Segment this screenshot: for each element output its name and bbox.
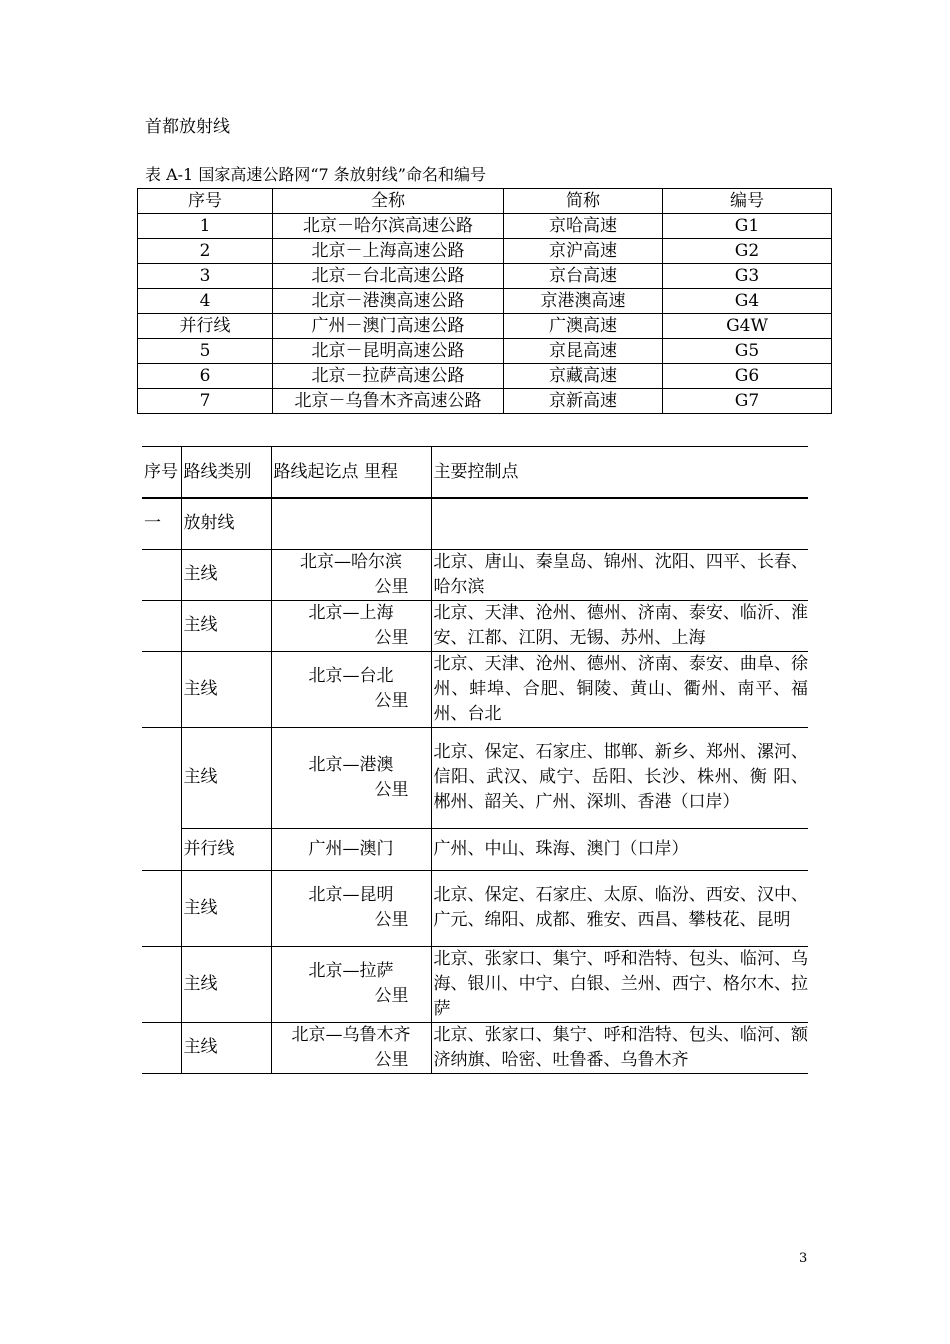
cell-control-points: 北京、天津、沧州、德州、济南、泰安、曲阜、徐州、蚌埠、合肥、铜陵、黄山、衢州、南平、福州、台北 <box>431 651 808 727</box>
cell-full-name: 北京－上海高速公路 <box>273 239 504 264</box>
route-name: 北京—乌鲁木齐 <box>291 1024 411 1045</box>
header-control-points: 主要控制点 <box>431 447 808 499</box>
header-seq: 序号 <box>142 447 181 499</box>
cell-full-name: 广州－澳门高速公路 <box>273 314 504 339</box>
header-full-name: 全称 <box>273 189 504 214</box>
cell-endpoints <box>271 651 431 727</box>
cell-seq: 3 <box>138 264 273 289</box>
cell-seq: 2 <box>138 239 273 264</box>
cell-code: G6 <box>663 364 832 389</box>
table-row <box>142 1022 808 1073</box>
cell-route-type: 主线 <box>181 651 271 727</box>
cell-code: G2 <box>663 239 832 264</box>
route-name: 北京—拉萨 <box>308 961 394 981</box>
table-row <box>138 339 832 364</box>
expressway-naming-table <box>137 188 832 414</box>
table-row <box>142 870 808 946</box>
cell-code: G1 <box>663 214 832 239</box>
cell-short-name: 京台高速 <box>504 264 663 289</box>
cell-seq <box>142 870 181 946</box>
cell-route-type: 并行线 <box>181 828 271 870</box>
cell-endpoints <box>271 1022 431 1073</box>
table-row <box>138 239 832 264</box>
cell-endpoints <box>271 946 431 1022</box>
cell-code: G3 <box>663 264 832 289</box>
route-km: 公里 <box>374 986 409 1006</box>
header-route-type: 路线类别 <box>181 447 271 499</box>
cell-control-points: 广州、中山、珠海、澳门（口岸） <box>431 828 808 870</box>
cell-endpoints <box>271 828 431 870</box>
table-row <box>142 600 808 651</box>
cell-short-name: 京藏高速 <box>504 364 663 389</box>
category-seq: 一 <box>142 498 181 549</box>
table-row <box>142 946 808 1022</box>
cell-seq: 6 <box>138 364 273 389</box>
cell-route-type: 主线 <box>181 870 271 946</box>
cell-code: G4 <box>663 289 832 314</box>
header-code: 编号 <box>663 189 832 214</box>
cell-short-name: 京沪高速 <box>504 239 663 264</box>
route-name: 北京—台北 <box>308 666 394 686</box>
cell-full-name: 北京－昆明高速公路 <box>273 339 504 364</box>
cell-seq: 5 <box>138 339 273 364</box>
header-endpoints: 路线起讫点 里程 <box>271 447 431 499</box>
route-km: 公里 <box>374 576 409 597</box>
header-seq: 序号 <box>138 189 273 214</box>
route-km: 公里 <box>374 1049 409 1070</box>
cell-code: G7 <box>663 389 832 414</box>
category-endpoints <box>271 498 431 549</box>
route-name: 北京—港澳 <box>308 754 394 775</box>
cell-full-name: 北京－乌鲁木齐高速公路 <box>273 389 504 414</box>
table-header-row <box>142 447 808 499</box>
table-row <box>142 651 808 727</box>
cell-seq: 7 <box>138 389 273 414</box>
table-caption: 表 A-1 国家高速公路网“7 条放射线”命名和编号 <box>145 165 486 184</box>
table-row <box>138 314 832 339</box>
route-name: 北京—哈尔滨 <box>300 551 402 572</box>
table-row <box>138 264 832 289</box>
route-km: 公里 <box>374 691 409 711</box>
cell-route-type: 主线 <box>181 1022 271 1073</box>
table-row <box>138 389 832 414</box>
cell-endpoints <box>271 600 431 651</box>
table-row <box>142 549 808 600</box>
cell-control-points: 北京、保定、石家庄、邯郸、新乡、郑州、漯河、信阳、武汉、咸宁、岳阳、长沙、株州、衡 阳、郴州、韶关、广州、深圳、香港（口岸） <box>431 727 808 828</box>
cell-seq: 4 <box>138 289 273 314</box>
route-name: 北京—昆明 <box>308 885 394 905</box>
cell-full-name: 北京－港澳高速公路 <box>273 289 504 314</box>
cell-code: G5 <box>663 339 832 364</box>
table-row <box>138 214 832 239</box>
table-row <box>138 364 832 389</box>
route-km: 公里 <box>374 627 409 648</box>
cell-full-name: 北京－哈尔滨高速公路 <box>273 214 504 239</box>
cell-full-name: 北京－台北高速公路 <box>273 264 504 289</box>
cell-endpoints <box>271 727 431 828</box>
cell-seq <box>142 1022 181 1073</box>
cell-short-name: 京哈高速 <box>504 214 663 239</box>
route-km: 公里 <box>374 779 409 800</box>
cell-short-name: 京新高速 <box>504 389 663 414</box>
cell-seq: 并行线 <box>138 314 273 339</box>
route-name: 北京—上海 <box>308 602 394 623</box>
section-heading: 首都放射线 <box>145 117 230 137</box>
category-control <box>431 498 808 549</box>
cell-control-points: 北京、天津、沧州、德州、济南、泰安、临沂、淮安、江都、江阴、无锡、苏州、上海 <box>431 600 808 651</box>
cell-seq <box>142 549 181 600</box>
cell-short-name: 广澳高速 <box>504 314 663 339</box>
cell-control-points: 北京、张家口、集宁、呼和浩特、包头、临河、乌海、银川、中宁、白银、兰州、西宁、格尔木、拉萨 <box>431 946 808 1022</box>
cell-seq <box>142 600 181 651</box>
cell-short-name: 京港澳高速 <box>504 289 663 314</box>
table-row <box>142 727 808 828</box>
category-row <box>142 498 808 549</box>
table-row <box>142 828 808 870</box>
cell-seq: 1 <box>138 214 273 239</box>
cell-route-type: 主线 <box>181 727 271 828</box>
cell-route-type: 主线 <box>181 549 271 600</box>
page-number: 3 <box>799 1251 808 1266</box>
route-name: 广州—澳门 <box>308 838 394 859</box>
cell-code: G4W <box>663 314 832 339</box>
cell-full-name: 北京－拉萨高速公路 <box>273 364 504 389</box>
cell-route-type: 主线 <box>181 600 271 651</box>
header-short-name: 简称 <box>504 189 663 214</box>
cell-control-points: 北京、唐山、秦皇岛、锦州、沈阳、四平、长春、哈尔滨 <box>431 549 808 600</box>
table-row <box>138 289 832 314</box>
cell-control-points: 北京、保定、石家庄、太原、临汾、西安、汉中、广元、绵阳、成都、雅安、西昌、攀枝花、昆明 <box>431 870 808 946</box>
cell-endpoints <box>271 870 431 946</box>
cell-seq <box>142 946 181 1022</box>
cell-endpoints <box>271 549 431 600</box>
table-header-row <box>138 189 832 214</box>
cell-control-points: 北京、张家口、集宁、呼和浩特、包头、临河、额济纳旗、哈密、吐鲁番、乌鲁木齐 <box>431 1022 808 1073</box>
route-km: 公里 <box>374 910 409 930</box>
cell-seq <box>142 651 181 727</box>
cell-short-name: 京昆高速 <box>504 339 663 364</box>
cell-seq <box>142 727 181 870</box>
control-points-table <box>142 446 808 1074</box>
category-type: 放射线 <box>181 498 271 549</box>
cell-route-type: 主线 <box>181 946 271 1022</box>
